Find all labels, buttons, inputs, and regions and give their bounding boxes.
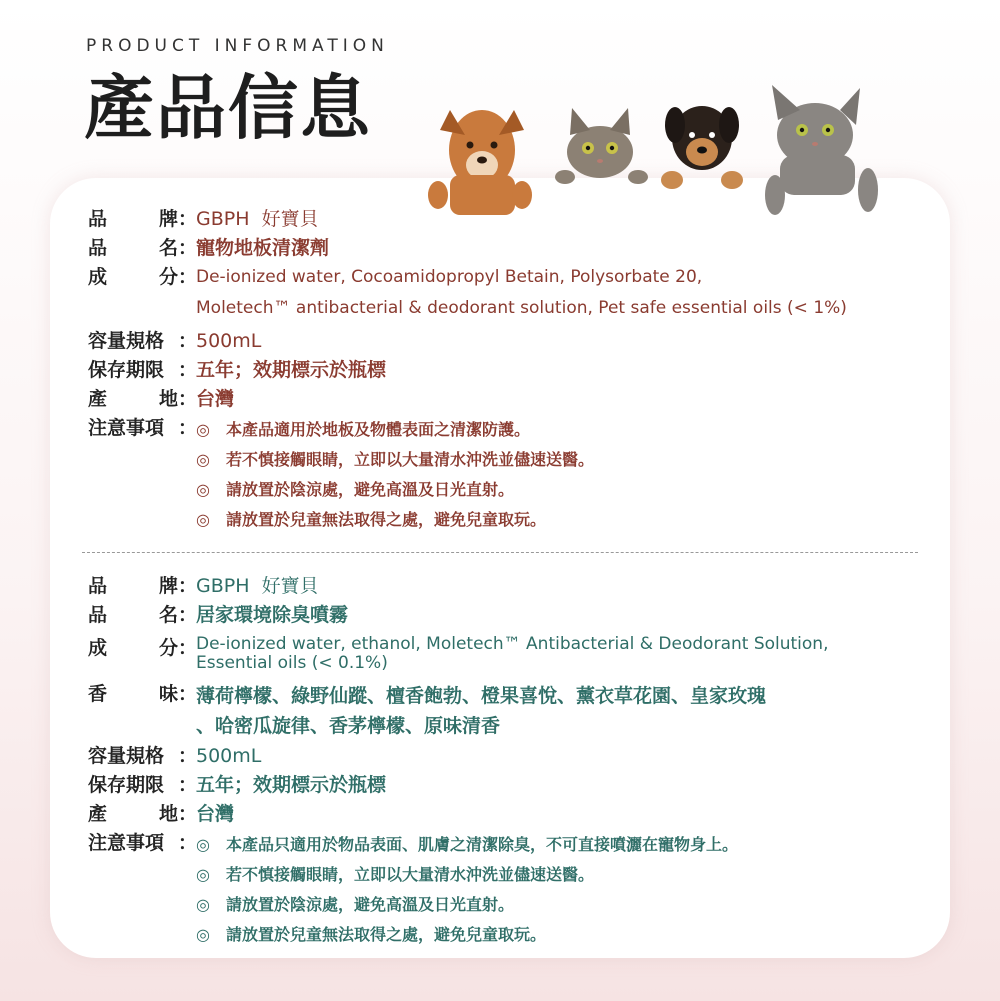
circle-mark-icon: ◎ [196,480,210,499]
ingredients-value: De-ionized water, ethanol, Moletech™ Antibacterial & Deodorant Solution, Essential oils (< 0.1%) [196,634,829,673]
circle-mark-icon: ◎ [196,865,210,884]
shelf-label: 保存期限 [88,774,165,796]
volume-label: 容量規格 [88,330,165,352]
notes-list [196,830,928,950]
shelf-value: 五年；效期標示於瓶標 [196,359,387,381]
origin-label: 產 地 [88,388,178,410]
brand-label: 品 牌 [88,208,178,230]
ingredients-label: 成 分 [88,266,178,288]
name-row: 品 名 ： 寵物地板清潔劑 [88,235,928,262]
list-item: ◎ 本產品適用於地板及物體表面之清潔防護。 [196,415,928,445]
circle-mark-icon: ◎ [196,450,210,469]
volume-row: 容量規格 ： 500mL [88,328,928,355]
product-2-section [88,573,928,950]
list-item: ◎ 請放置於兒童無法取得之處，避免兒童取玩。 [196,505,928,535]
name-value: 居家環境除臭噴霧 [196,604,349,626]
list-item: ◎ 若不慎接觸眼睛，立即以大量清水沖洗並儘速送醫。 [196,860,928,890]
shelf-row: 保存期限 ： 五年；效期標示於瓶標 [88,772,928,799]
origin-row: 產 地 ： 台灣 [88,386,928,413]
divider [82,552,918,553]
scent-value: 薄荷檸檬、綠野仙蹤、檀香飽勃、橙果喜悅、薰衣草花園、皇家玫瑰 、哈密瓜旋律、香茅檸檬、原味清香 [196,685,767,737]
shelf-row: 保存期限 ： 五年；效期標示於瓶標 [88,357,928,384]
ingredients-label: 成 分 [88,637,178,659]
brand-value: GBPH 好寶貝 [196,575,319,597]
volume-row: 容量規格 ： 500mL [88,743,928,770]
dog-icon [428,110,532,215]
origin-row: 產 地 ： 台灣 [88,801,928,828]
notes-list [196,415,928,535]
name-label: 品 名 [88,237,178,259]
list-item: ◎ 本產品只適用於物品表面、肌膚之清潔除臭，不可直接噴灑在寵物身上。 [196,830,928,860]
brand-row: 品 牌 ： GBPH 好寶貝 [88,573,928,600]
circle-mark-icon: ◎ [196,420,210,439]
notes-label: 注意事項 [88,832,165,854]
origin-label: 產 地 [88,803,178,825]
section-subtitle: PRODUCT INFORMATION [86,36,389,56]
circle-mark-icon: ◎ [196,835,210,854]
volume-label: 容量規格 [88,745,165,767]
brand-label: 品 牌 [88,575,178,597]
circle-mark-icon: ◎ [196,925,210,944]
ingredients-row: 成 分 ： De-ionized water, Cocoamidopropyl Betain, Polysorbate 20, Moletech™ antibacterial & deodorant solution, Pet safe essential oils (< 1%) [88,264,928,322]
notes-row: 注意事項 ： ◎ 本產品適用於地板及物體表面之清潔防護。 ◎ 若不慎接觸眼睛，立即以大量清水沖洗並儘速送醫。 ◎ 請放置於陰涼處，避免高溫及日光直射。 ◎ 請放置於兒童無法取得之處，避免兒童取玩。 [88,415,928,535]
shelf-label: 保存期限 [88,359,165,381]
name-row: 品 名 ： 居家環境除臭噴霧 [88,602,928,629]
notes-label: 注意事項 [88,417,165,439]
puppy-icon [661,106,743,189]
brand-row: 品 牌 ： GBPH 好寶貝 [88,206,928,233]
cat-icon [555,108,648,184]
list-item: ◎ 若不慎接觸眼睛，立即以大量清水沖洗並儘速送醫。 [196,445,928,475]
origin-value: 台灣 [196,803,235,825]
product-1-section [88,206,928,535]
volume-value: 500mL [196,330,262,352]
name-value: 寵物地板清潔劑 [196,237,330,259]
tabby-cat-icon [765,85,878,215]
notes-row: 注意事項 ： ◎ 本產品只適用於物品表面、肌膚之清潔除臭，不可直接噴灑在寵物身上。 ◎ 若不慎接觸眼睛，立即以大量清水沖洗並儘速送醫。 ◎ 請放置於陰涼處，避免高溫及日光直射。 ◎ 請放置於兒童無法取得之處，避免兒童取玩。 [88,830,928,950]
volume-value: 500mL [196,745,262,767]
circle-mark-icon: ◎ [196,895,210,914]
shelf-value: 五年；效期標示於瓶標 [196,774,387,796]
circle-mark-icon: ◎ [196,510,210,529]
brand-value: GBPH 好寶貝 [196,208,319,230]
ingredients-row: 成 分 ： De-ionized water, ethanol, Moletech™ Antibacterial & Deodorant Solution, Essential oils (< 0.1%) [88,635,928,673]
list-item: ◎ 請放置於兒童無法取得之處，避免兒童取玩。 [196,920,928,950]
ingredients-value: De-ionized water, Cocoamidopropyl Betain, Polysorbate 20, Moletech™ antibacterial & deodorant solution, Pet safe essential oils (< 1%) [196,267,847,318]
page-title: 產品信息 [84,67,372,149]
scent-row: 香 味 ： 薄荷檸檬、綠野仙蹤、檀香飽勃、橙果喜悅、薰衣草花園、皇家玫瑰 、哈密瓜旋律、香茅檸檬、原味清香 [88,681,928,741]
name-label: 品 名 [88,604,178,626]
origin-value: 台灣 [196,388,235,410]
list-item: ◎ 請放置於陰涼處，避免高溫及日光直射。 [196,890,928,920]
scent-label: 香 味 [88,683,178,705]
list-item: ◎ 請放置於陰涼處，避免高溫及日光直射。 [196,475,928,505]
